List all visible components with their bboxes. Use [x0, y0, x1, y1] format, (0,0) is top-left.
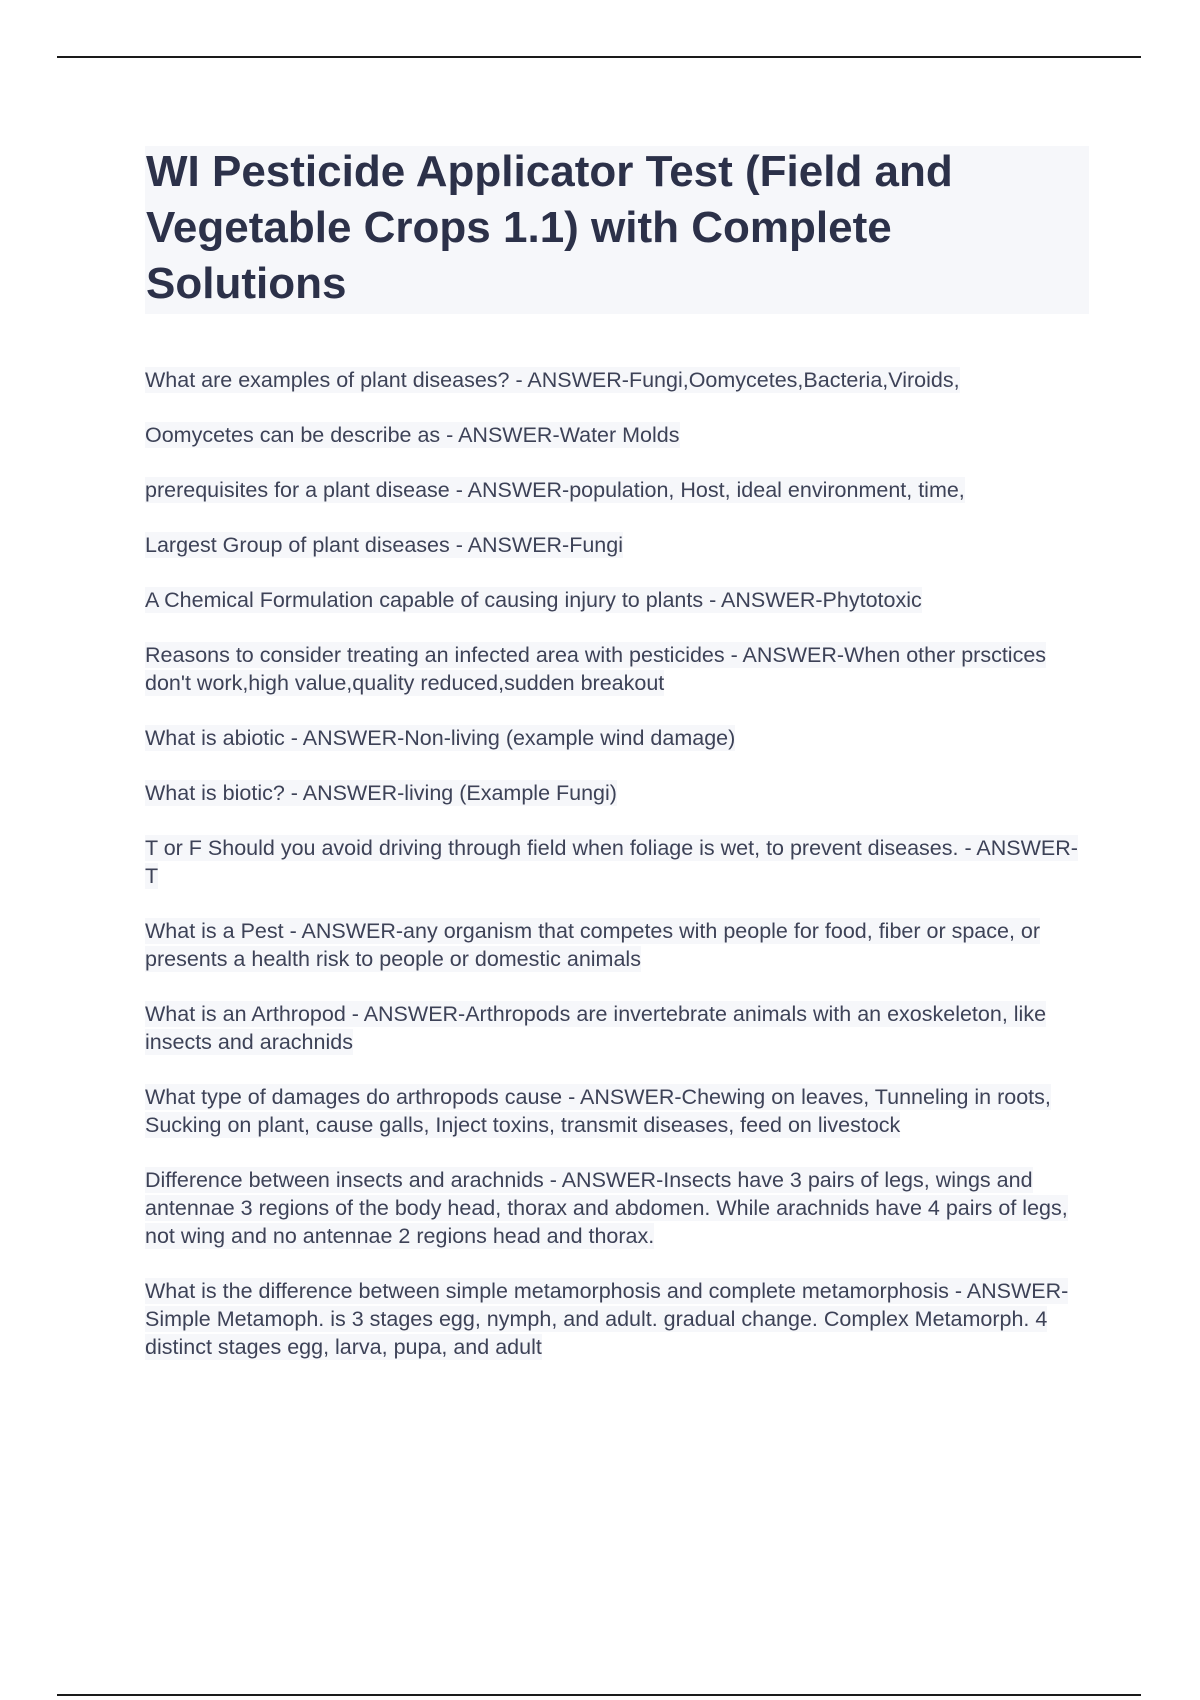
- qa-item: [145, 1166, 1090, 1250]
- qa-text: What is abiotic - ANSWER-Non-living (example wind damage): [145, 726, 736, 750]
- qa-item: [145, 476, 1090, 504]
- qa-list: [145, 366, 1090, 1388]
- qa-text: Difference between insects and arachnids - ANSWER-Insects have 3 pairs of legs, wings and antennae 3 regions of the body head, thorax and abdomen. While arachnids have 4 pairs of legs, not wing and no antennae 2 regions head and thorax.: [145, 1168, 1068, 1248]
- qa-text: What is a Pest - ANSWER-any organism that competes with people for food, fiber or space, or presents a health risk to people or domestic animals: [145, 919, 1041, 971]
- qa-item: [145, 1277, 1090, 1361]
- qa-text: A Chemical Formulation capable of causing injury to plants - ANSWER-Phytotoxic: [145, 588, 922, 612]
- qa-item: [145, 917, 1090, 973]
- qa-text: What are examples of plant diseases? - ANSWER-Fungi,Oomycetes,Bacteria,Viroids,: [145, 368, 960, 392]
- qa-text: T or F Should you avoid driving through field when foliage is wet, to prevent diseases. - ANSWER-T: [145, 836, 1078, 888]
- qa-item: [145, 586, 1090, 614]
- bottom-rule: [57, 1694, 1141, 1696]
- qa-item: [145, 779, 1090, 807]
- qa-item: [145, 1083, 1090, 1139]
- qa-text: prerequisites for a plant disease - ANSWER-population, Host, ideal environment, time,: [145, 478, 965, 502]
- qa-item: [145, 641, 1090, 697]
- qa-item: [145, 724, 1090, 752]
- document-title: WI Pesticide Applicator Test (Field and Vegetable Crops 1.1) with Complete Solutions: [146, 147, 953, 308]
- qa-text: What is the difference between simple metamorphosis and complete metamorphosis - ANSWER-Simple Metamoph. is 3 stages egg, nymph, and adult. gradual change. Complex Metamorph. 4 distinct stages egg, larva, pupa, and adult: [145, 1279, 1069, 1359]
- qa-text: Largest Group of plant diseases - ANSWER-Fungi: [145, 533, 623, 557]
- top-rule: [57, 56, 1141, 58]
- qa-text: Oomycetes can be describe as - ANSWER-Water Molds: [145, 423, 680, 447]
- qa-text: What is biotic? - ANSWER-living (Example Fungi): [145, 781, 617, 805]
- qa-text: What is an Arthropod - ANSWER-Arthropods are invertebrate animals with an exoskeleton, like insects and arachnids: [145, 1002, 1047, 1054]
- qa-item: [145, 834, 1090, 890]
- qa-item: [145, 531, 1090, 559]
- qa-item: [145, 366, 1090, 394]
- qa-text: What type of damages do arthropods cause - ANSWER-Chewing on leaves, Tunneling in roots, Sucking on plant, cause galls, Inject toxins, transmit diseases, feed on livestock: [145, 1085, 1051, 1137]
- qa-item: [145, 1000, 1090, 1056]
- qa-text: Reasons to consider treating an infected area with pesticides - ANSWER-When other prsctices don't work,high value,quality reduced,sudden breakout: [145, 643, 1047, 695]
- qa-item: [145, 421, 1090, 449]
